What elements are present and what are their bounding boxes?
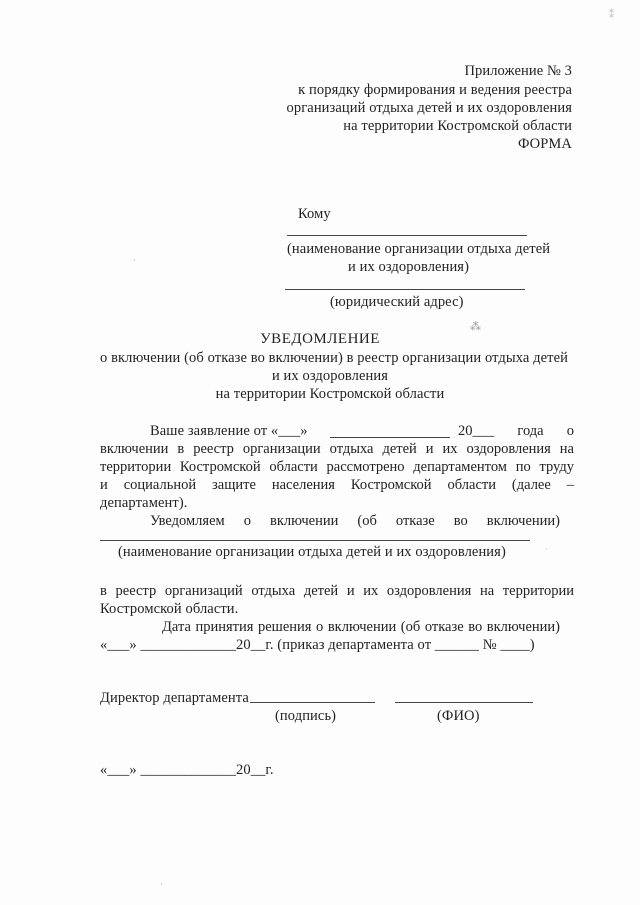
recipient-org-caption-2: и их оздоровления) bbox=[348, 259, 470, 275]
organization-name-caption: (наименование организации отдыха детей и их оздоровления) bbox=[118, 544, 506, 560]
appendix-line-3: на территории Костромской области bbox=[343, 118, 572, 134]
notice-subtitle-2: и их оздоровления bbox=[271, 368, 389, 384]
notify-text: Уведомляем о включении (об отказе во включении) bbox=[150, 513, 560, 529]
registry-text-line-1: в реестр организаций отдыха детей и их оздоровления на территории bbox=[100, 583, 574, 599]
full-name-line bbox=[395, 702, 533, 703]
form-label: ФОРМА bbox=[517, 136, 572, 152]
appendix-line-2: организаций отдыха детей и их оздоровления bbox=[286, 100, 572, 116]
decision-date-text: Дата принятия решения о включении (об отказе во включении) bbox=[162, 619, 560, 635]
appendix-line-1: к порядку формирования и ведения реестра bbox=[298, 82, 572, 98]
notice-subtitle-1: о включении (об отказе во включении) в реестр организации отдыха детей bbox=[100, 350, 568, 366]
recipient-label: Кому bbox=[298, 206, 331, 222]
notice-title: УВЕДОМЛЕНИЕ bbox=[260, 331, 380, 347]
paragraph-1-line-4: и социальной защите населения Костромской области (далее – bbox=[100, 477, 574, 493]
signature-caption: (подпись) bbox=[275, 708, 337, 724]
application-date-text: Ваше заявление от «___» bbox=[150, 423, 308, 439]
full-name-caption: (ФИО) bbox=[437, 708, 480, 724]
signature-date: «___» _____________20__г. bbox=[100, 762, 274, 778]
registry-text-line-2: Костромской области. bbox=[100, 601, 239, 617]
paragraph-1-line-5: департамент). bbox=[100, 495, 188, 511]
notice-subtitle-3: на территории Костромской области bbox=[215, 386, 445, 402]
signature-line bbox=[250, 702, 375, 703]
application-year-text: 20___ года о bbox=[458, 423, 574, 439]
paragraph-1-line-3: территории Костромской области рассмотрено департаментом по труду bbox=[100, 459, 574, 475]
director-label: Директор департамента bbox=[100, 690, 249, 706]
application-date-line bbox=[330, 437, 450, 438]
scan-speck: · bbox=[545, 545, 548, 554]
organization-name-line bbox=[100, 540, 530, 541]
recipient-org-caption-1: (наименование организации отдыха детей bbox=[287, 241, 551, 257]
recipient-org-line bbox=[287, 235, 527, 236]
scan-speck: ⁂ bbox=[470, 321, 481, 333]
appendix-number: Приложение № 3 bbox=[464, 63, 572, 79]
decision-date-fields: «___» _____________20__г. (приказ департамента от ______ № ____) bbox=[100, 637, 535, 653]
scan-speck: · bbox=[160, 880, 163, 889]
paragraph-1-line-2: включении в реестр организации отдыха детей и их оздоровления на bbox=[100, 441, 574, 457]
scan-speck: ˋ bbox=[133, 258, 136, 268]
recipient-address-caption: (юридический адрес) bbox=[330, 294, 464, 310]
recipient-address-line bbox=[285, 289, 525, 290]
scan-speck: ⁑ bbox=[606, 10, 617, 21]
